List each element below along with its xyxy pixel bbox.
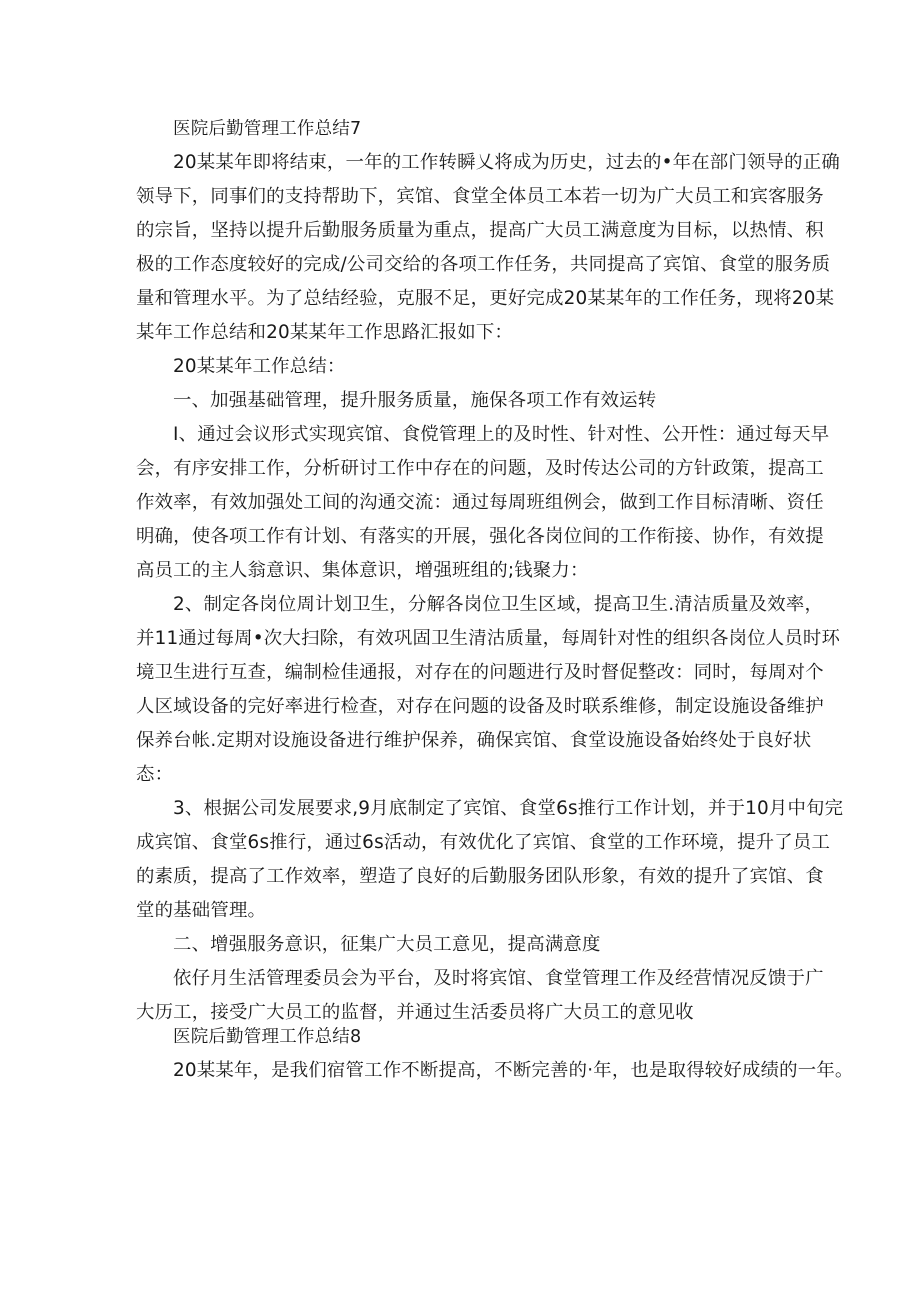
paragraph-line: 的素质，提高了工作效率，塑造了良好的后勤服务团队形象，有效的提升了宾馆、食 xyxy=(136,866,824,887)
paragraph-line: 保养台帐.定期对设施设备进行维护保养，确保宾馆、食堂设施设备始终处于良好状 xyxy=(136,730,812,751)
paragraph-line: 某年工作总结和20某某年工作思路汇报如下： xyxy=(136,322,514,343)
paragraph-line: 3、根据公司发展要求,9月底制定了宾馆、食堂6s推行工作计划，并于10月中旬完 xyxy=(173,798,844,819)
paragraph-line: 人区域设备的完好率进行检查，对存在问题的设备及时联系维修，制定设施设备维护 xyxy=(136,696,824,717)
paragraph-line: 20某某年工作总结： xyxy=(173,356,346,377)
paragraph-line: 领导下，同事们的支持帮助下，宾馆、食堂全体员工本若一切为广大员工和宾客服务 xyxy=(136,186,824,207)
paragraph-line: 一、加强基础管理，提升服务质量，施保各项工作有效运转 xyxy=(173,390,657,411)
paragraph-line: 依仔月生活管理委员会为平台，及时将宾馆、食堂管理工作及经营情况反馈于广 xyxy=(173,968,824,989)
paragraph-line: 20某某年即将结束，一年的工作转瞬乂将成为历史，过去的•年在部门领导的正确 xyxy=(173,152,840,173)
section-heading: 医院后勤管理工作总结7 xyxy=(173,119,362,139)
paragraph-line: 2、制定各岗位周计划卫生，分解各岗位卫生区域，提高卫生.清洁质量及效率， xyxy=(173,594,824,615)
paragraph-line: 极的工作态度较好的完成/公司交给的各项工作任务，共同提高了宾馆、食堂的服务质 xyxy=(136,254,831,275)
paragraph-line: 态： xyxy=(136,764,174,785)
paragraph-line: 的宗旨，坚持以提升后勤服务质量为重点，提高广大员工满意度为目标，以热情、积 xyxy=(136,220,824,241)
paragraph-line: 明确，使各项工作有计划、有落实的开展，强化各岗位间的工作衔接、协作，有效提 xyxy=(136,526,824,547)
paragraph-line: 堂的基础管理。 xyxy=(136,900,267,921)
paragraph-line: 并11通过每周•次大扫除，有效巩固卫生清沽质量，每周针对性的组织各岗位人员时环 xyxy=(136,628,841,649)
paragraph-line: 20某某年，是我们宿管工作不断提高，不断完善的·年，也是取得较好成绩的一年。 xyxy=(173,1060,854,1081)
summary-section-7 xyxy=(136,112,844,1030)
paragraph-line: 大历工，接受广大员工的监督，并通过生活委员将广大员工的意见收 xyxy=(136,1002,694,1023)
paragraph-line: I、通过会议形式实现宾馆、食傥管理上的及时性、针对性、公开性：通过每天早 xyxy=(173,424,830,445)
section-heading: 医院后勤管理工作总结8 xyxy=(173,1027,362,1047)
paragraph-line: 作效率，有效加强处工间的沟通交流：通过每周班组例会，做到工作目标清晰、资任 xyxy=(136,492,824,513)
paragraph-line: 高员工的主人翁意识、集体意识，增强班组的;钱聚力： xyxy=(136,560,589,581)
paragraph-line: 量和管理水平。为了总结经验，克服不足，更好完成20某某年的工作任务，现将20某 xyxy=(136,288,835,309)
paragraph-line: 成宾馆、食堂6s推行，通过6s活动，有效优化了宾馆、食堂的工作环境，提升了员工 xyxy=(136,832,831,853)
paragraph-line: 境卫生进行互查，编制检佳通报，对存在的问题进行及时督促整改：同时，每周对个 xyxy=(136,662,824,683)
paragraph-line: 二、增强服务意识，征集广大员工意见，提高满意度 xyxy=(173,934,601,955)
summary-section-8 xyxy=(136,1020,854,1088)
paragraph-line: 会，有序安排工作，分析研讨工作中存在的问题，及时传达公司的方针政策，提高工 xyxy=(136,458,824,479)
